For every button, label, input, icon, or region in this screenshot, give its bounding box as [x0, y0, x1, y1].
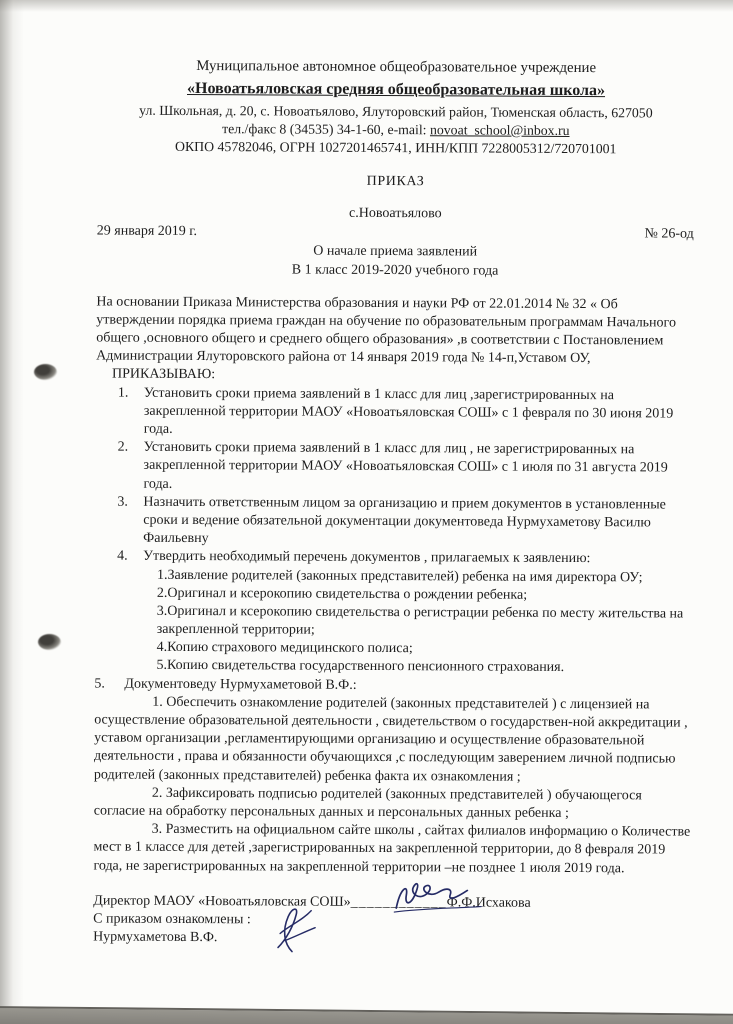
signature-line: ____________	[350, 894, 447, 911]
subject-line-2: В 1 класс 2019-2020 учебного года	[291, 262, 499, 279]
item-number: 4.	[117, 548, 128, 565]
doc-title: ПРИКАЗ	[366, 173, 425, 190]
item-text: Установить сроки приема заявлений в 1 класс для лиц ,зарегистрированных на закрепленной территории МАОУ «Новоатьяловская СОШ» с 1 февраля по 30 июня 2019 года.	[143, 385, 674, 437]
org-name: «Новоатьяловская средняя общеобразовательная школа»	[186, 80, 606, 100]
date-number-row	[97, 223, 694, 244]
item-text: Назначить ответственным лицом за организацию и прием документов в установленные сроки и ведение обязательной документации документоведа Нурмухаметову Василю Фаильевну	[143, 494, 666, 547]
org-codes: ОКПО 45782046, ОГРН 1027201465741, ИНН/КПП 7228005312/720701001	[174, 138, 617, 157]
item-text: Утвердить необходимый перечень документов , прилагаемых к заявлению:	[143, 549, 591, 567]
item-5-sub-3: 3. Разместить на официальном сайте школы , сайтах филиалов информацию о Количестве мест в 1 классе для детей ,зарегистрированных на закрепленной территории, до 8 февраля 2019 года, не зарегистрированных на закрепленной территории –не позднее 1 июля 2019 года.	[93, 821, 691, 876]
sub-item: 3.Оригинал и ксерокопию свидетельства о регистрации ребенка по месту жительства на закрепленной территории;	[156, 603, 684, 638]
item-4-sublist	[156, 566, 692, 678]
ack-name: Нурмухаметова В.Ф.	[93, 929, 218, 946]
email-text: novoat_school@inbox.ru	[429, 122, 570, 138]
doc-number: № 26-од	[644, 226, 694, 242]
sub-item: 2.Оригинал и ксерокопию свидетельства о рождении ребенка;	[156, 585, 528, 603]
punch-hole-bottom	[38, 634, 61, 650]
sub-item: 4.Копию страхового медицинского полиса;	[156, 640, 413, 657]
doc-subject	[97, 242, 694, 282]
subject-line-1: О начале приема заявлений	[313, 244, 478, 260]
doc-date: 29 января 2019 г.	[96, 223, 198, 240]
contact-prefix: тел./факс 8 (34535) 34-1-60, e-mail:	[222, 121, 431, 138]
order-item-2	[117, 439, 692, 497]
ack-line: С приказом ознакомлены :	[93, 911, 251, 928]
director-label: Директор МАОУ «Новоатьяловская СОШ»	[93, 893, 351, 910]
punch-hole-top	[34, 364, 57, 380]
sub-item: 5.Копию свидетельства государственного пенсионного страхования.	[156, 658, 565, 676]
order-item-1	[118, 384, 693, 442]
item-text: Документоведу Нурмухаметовой В.Ф.:	[124, 676, 357, 693]
order-item-4	[117, 548, 692, 569]
org-type: Муниципальное автономное общеобразовательное учреждение	[196, 58, 597, 77]
item-number: 3.	[117, 494, 128, 510]
letterhead	[97, 57, 695, 159]
item-number: 1.	[117, 385, 129, 401]
place-line: с.Новоатьялово	[349, 205, 442, 222]
item-5-sub-2: 2. Зафиксировать подписью родителей (законных представителей ) обучающегося согласие на обработку персональных данных и персональных данных ребенка ;	[93, 785, 642, 821]
order-item-3	[117, 493, 692, 551]
preamble: На основании Приказа Министерства образования и науки РФ от 22.01.2014 № 32 « Об утверждении порядка приема граждан на обучение по образовательным программам Начального общего ,основного общего и среднего общего образования» ,в соответствии с Постановлением Администрации Ялуторовского района от 14 января 2019 года № 14-п,Уставом ОУ,	[96, 294, 677, 367]
resolve-word: ПРИКАЗЫВАЮ:	[112, 367, 216, 383]
item-number: 5.	[94, 676, 105, 692]
item-text: Установить сроки приема заявлений в 1 класс для лиц , не зарегистрированных на закрепленной территории МАОУ «Новоатьяловская СОШ» с 1 июля по 31 августа 2019 года.	[143, 439, 668, 492]
sub-item: 1.Заявление родителей (законных представителей) ребенка на имя директора ОУ;	[156, 567, 643, 585]
item-5-sub-1: 1. Обеспечить ознакомление родителей (законных представителей ) с лицензией на осуществление образовательной деятельности , свидетельством о государствен-ной аккредитации , уставом организации ,регламентирующими организацию и осуществление образовательной деятельности , права и обязанности обучающихся ,с последующим заверением личной подписью родителей (законных представителей) ребенка факта их ознакомления ;	[93, 694, 688, 785]
item-number: 2.	[117, 439, 129, 455]
director-name: Ф.Ф.Исхакова	[446, 895, 531, 911]
signature-block	[93, 892, 690, 950]
scan-bottom-edge	[0, 1006, 733, 1024]
org-address: ул. Школьная, д. 20, с. Новоатьялово, Ялуторовский район, Тюменская область, 627050	[139, 102, 653, 121]
